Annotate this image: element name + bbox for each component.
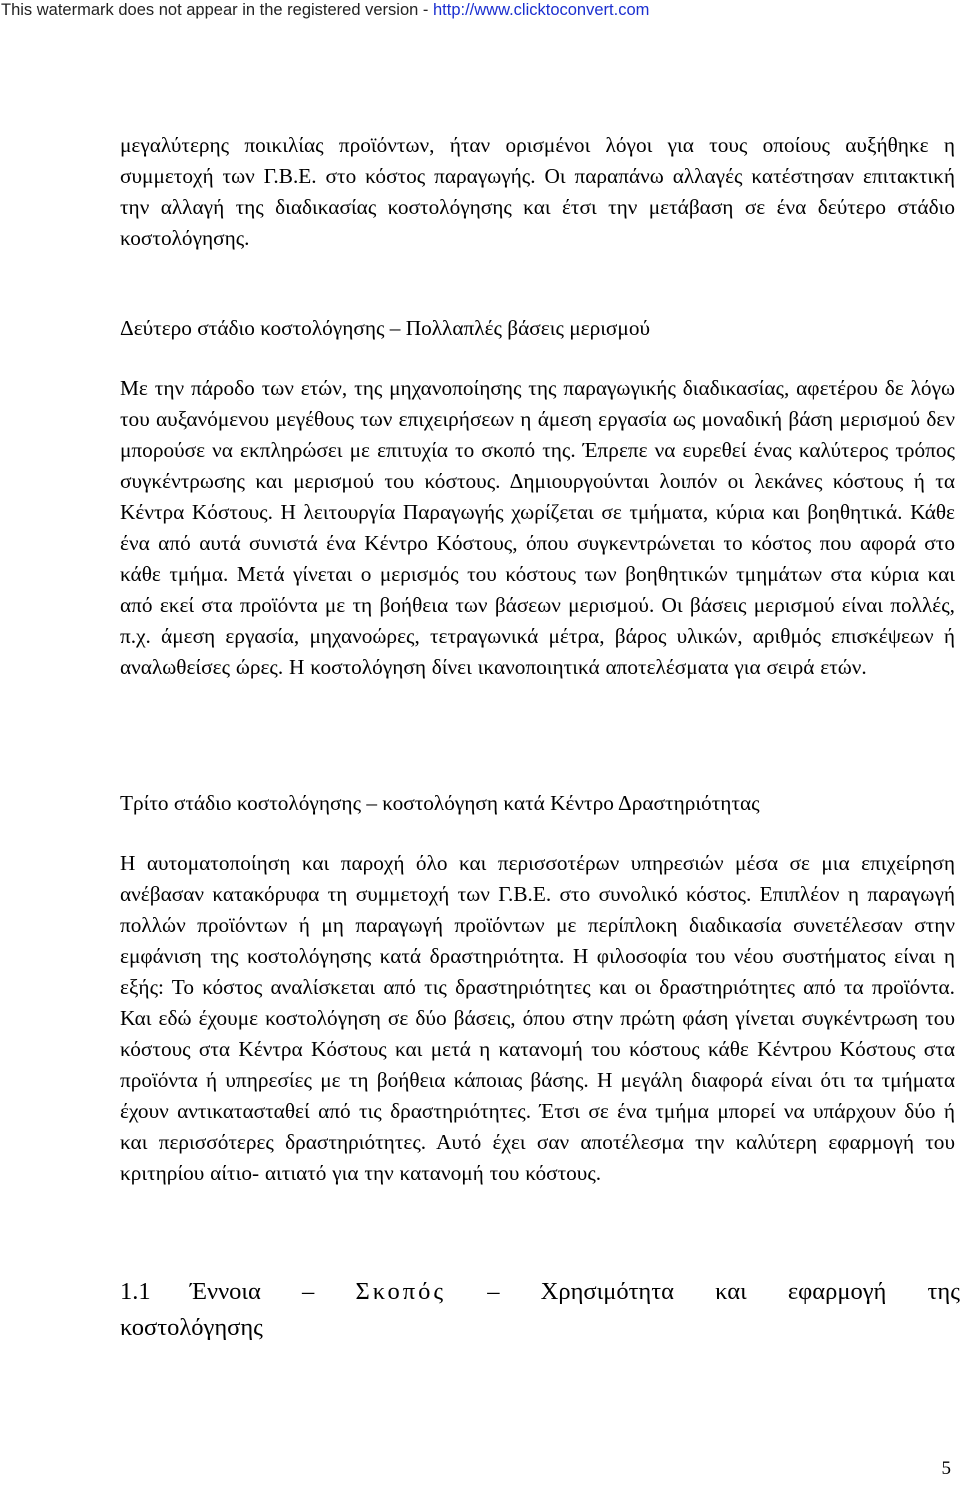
subsection-number: 1.1 bbox=[120, 1278, 151, 1305]
subsection-dash-1: – bbox=[302, 1278, 315, 1305]
second-stage-heading-block bbox=[120, 313, 955, 344]
third-stage-heading-block bbox=[120, 788, 955, 819]
subsection-word-application: εφαρμογή bbox=[787, 1278, 887, 1305]
third-stage-heading: Τρίτο στάδιο κοστολόγησης – κοστολόγηση κατά Κέντρο Δραστηριότητας bbox=[120, 791, 760, 815]
watermark-text: This watermark does not appear in the registered version - bbox=[1, 1, 433, 19]
subsection-heading-line-2: κοστολόγησης bbox=[120, 1314, 263, 1341]
subsection-number-and-title-start bbox=[120, 1274, 261, 1310]
watermark-link[interactable]: http://www.clicktoconvert.com bbox=[432, 1, 650, 19]
subsection-dash-2: – bbox=[487, 1278, 500, 1305]
watermark-banner bbox=[0, 0, 960, 22]
third-stage-body-block bbox=[120, 848, 955, 1189]
subsection-word-of: της bbox=[927, 1278, 960, 1305]
second-stage-heading: Δεύτερο στάδιο κοστολόγησης – Πολλαπλές βάσεις μερισμού bbox=[120, 316, 651, 340]
subsection-word-usefulness: Χρησιμότητα bbox=[540, 1278, 674, 1305]
page-number: 5 bbox=[941, 1458, 951, 1479]
subsection-word-concept: Έννοια bbox=[190, 1278, 261, 1305]
second-stage-body-block bbox=[120, 373, 955, 683]
subsection-heading-line-1 bbox=[120, 1274, 960, 1310]
subsection-word-and: και bbox=[715, 1278, 747, 1305]
intro-paragraph: μεγαλύτερης ποικιλίας προϊόντων, ήταν ορισμένοι λόγοι για τους οποίους αυξήθηκε η συμμετοχή των Γ.Β.Ε. στο κόστος παραγωγής. Οι παραπάνω αλλαγές κατέστησαν επιτακτική την αλλαγή της διαδικασίας κοστολόγησης και έτσι την μετάβαση σε ένα δεύτερο στάδιο κοστολόγησης. bbox=[120, 133, 955, 250]
second-stage-paragraph: Με την πάροδο των ετών, της μηχανοποίησης της παραγωγικής διαδικασίας, αφετέρου δε λόγω του αυξανόμενου μεγέθους των επιχειρήσεων η άμεση εργασία ως μοναδική βάση μερισμού δεν μπορούσε να εκπληρώσει με επιτυχία το σκοπό της. Έπρεπε να ευρεθεί ένας καλύτερος τρόπος συγκέντρωσης και μερισμού του κόστους. Δημιουργούνται λοιπόν οι λεκάνες κόστους ή τα Κέντρα Κόστους. Η λειτουργία Παραγωγής χωρίζεται σε τμήματα, κύρια και βοηθητικά. Κάθε ένα από αυτά συνιστά ένα Κέντρο Κόστους, όπου συγκεντρώνεται το κόστος που αφορά στο κάθε τμήμα. Μετά γίνεται ο μερισμός του κόστους των βοηθητικών τμημάτων στα κύρια και από εκεί στα προϊόντα με τη βοήθεια των βάσεων μερισμού. Οι βάσεις μερισμού είναι πολλές, π.χ. άμεση εργασία, μηχανοώρες, τετραγωνικά μέτρα, βάρος υλικών, αριθμός επισκέψεων ή αναλωθείσες ώρες. Η κοστολόγηση δίνει ικανοποιητικά αποτελέσματα για σειρά ετών. bbox=[120, 376, 955, 679]
intro-block bbox=[120, 130, 955, 254]
subsection-word-purpose: Σκοπός bbox=[355, 1278, 447, 1305]
subsection-heading bbox=[120, 1274, 960, 1346]
third-stage-paragraph: Η αυτοματοποίηση και παροχή όλο και περισσοτέρων υπηρεσιών μέσα σε μια επιχείρηση ανέβασαν κατακόρυφα τη συμμετοχή των Γ.Β.Ε. στο συνολικό κόστος. Επιπλέον η παραγωγή πολλών προϊόντων ή μη παραγωγή προϊόντων με περίπλοκη διαδικασία συνετέλεσαν στην εμφάνιση της κοστολόγησης κατά δραστηριότητα. Η φιλοσοφία του νέου συστήματος είναι η εξής: Το κόστος αναλίσκεται από τις δραστηριότητες και οι δραστηριότητες από τα προϊόντα. Και εδώ έχουμε κοστολόγηση σε δύο βάσεις, όπου στην πρώτη φάση γίνεται συγκέντρωση του κόστους στα Κέντρα Κόστους και μετά η κατανομή του κόστους κάθε Κέντρου Κόστους στα προϊόντα ή υπηρεσίες με τη βοήθεια κάποιας βάσης. Η μεγάλη διαφορά είναι ότι τα τμήματα έχουν αντικατασταθεί από τις δραστηριότητες. Έτσι σε ένα τμήμα μπορεί να υπάρχουν δύο ή και περισσότερες δραστηριότητες. Αυτό έχει σαν αποτέλεσμα την καλύτερη εφαρμογή του κριτηρίου αίτιο- αιτιατό για την κατανομή του κόστους. bbox=[120, 851, 955, 1185]
